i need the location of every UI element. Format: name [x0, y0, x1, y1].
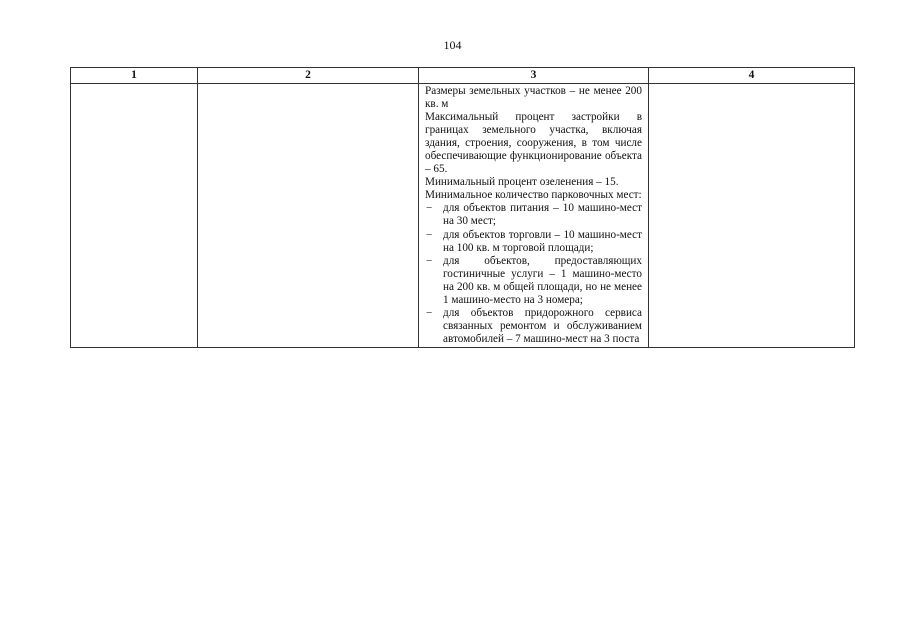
- list-item: [425, 229, 642, 255]
- list-item-text: для объектов торговли – 10 машино-мест на 100 кв. м торговой площади;: [443, 228, 642, 254]
- column-header-1: 1: [71, 68, 198, 84]
- plot-size-text: Размеры земельных участков – не менее 200 кв. м: [425, 85, 642, 111]
- column-header-4: 4: [649, 68, 855, 84]
- parking-requirements-list: [425, 202, 642, 346]
- list-item-text: для объектов питания – 10 машино-мест на 30 мест;: [443, 202, 642, 228]
- column-header-3: 3: [419, 68, 649, 84]
- page-number: 104: [443, 38, 462, 52]
- list-item: [425, 255, 642, 307]
- min-greening-percent-text: Минимальный процент озеленения – 15.: [425, 176, 619, 189]
- max-building-percent-text: Максимальный процент застройки в границах земельного участка, включая здания, строения, сооружения, в том числе обеспечивающие функционирование объекта – 65.: [425, 111, 642, 176]
- table-header-row: [71, 68, 855, 84]
- dash-bullet-icon: −: [426, 202, 433, 215]
- min-parking-heading: Минимальное количество парковочных мест:: [425, 189, 642, 202]
- cell-col-2: [198, 84, 419, 348]
- dash-bullet-icon: −: [426, 228, 433, 241]
- list-item-text: для объектов, предоставляющих гостиничные услуги – 1 машино-место на 200 кв. м общей площади, но не менее 1 машино-место на 3 номера;: [443, 254, 642, 306]
- cell-col-4: [649, 84, 855, 348]
- cell-col-1: [71, 84, 198, 348]
- dash-bullet-icon: −: [426, 306, 433, 319]
- table-row: [71, 84, 855, 348]
- list-item-text: для объектов придорожного сервиса связанных ремонтом и обслуживанием автомобилей – 7 машино-мест на 3 поста: [443, 306, 642, 345]
- cell-col-3: [419, 84, 649, 348]
- list-item: [425, 202, 642, 228]
- dash-bullet-icon: −: [426, 254, 433, 267]
- list-item: [425, 307, 642, 346]
- column-header-2: 2: [198, 68, 419, 84]
- regulations-table: [70, 67, 855, 348]
